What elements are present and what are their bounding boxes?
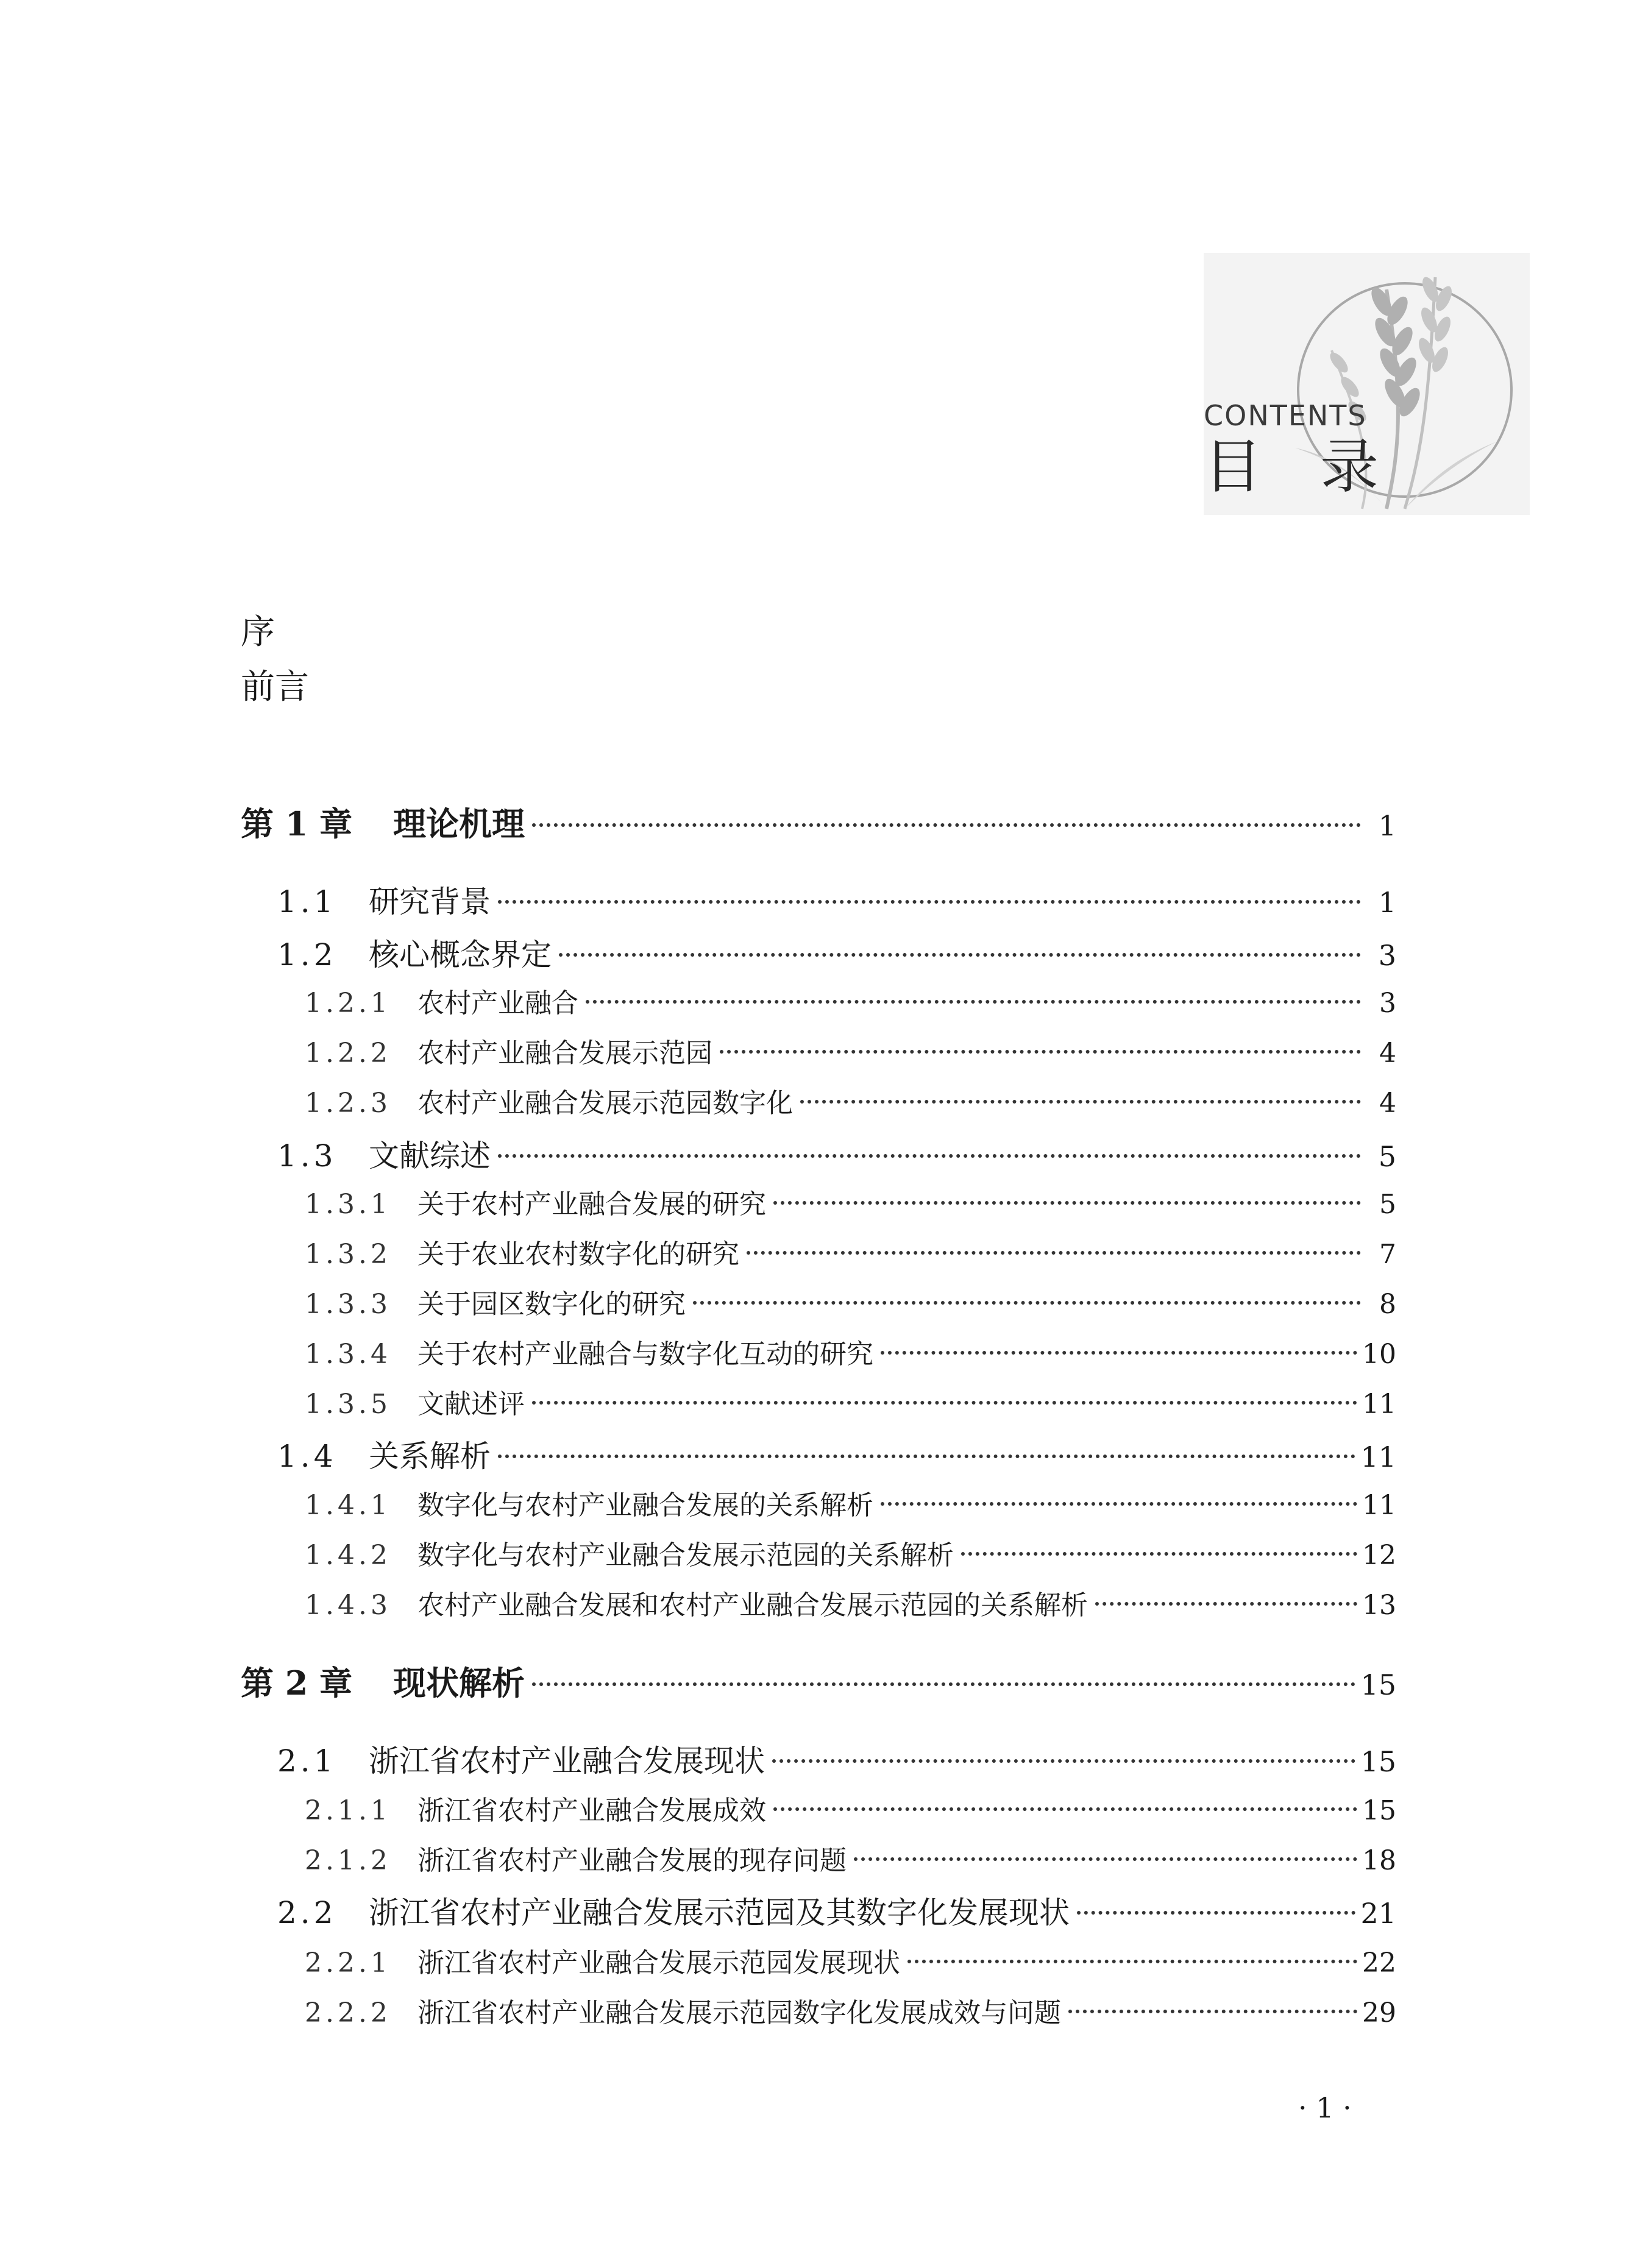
toc-page: 7 <box>1379 1239 1396 1270</box>
toc-leader <box>693 1301 1361 1305</box>
toc-leader <box>773 1807 1357 1811</box>
toc-title: 农村产业融合发展和农村产业融合发展示范园的关系解析 <box>417 1590 1088 1621</box>
toc-title: 文献综述 <box>369 1138 491 1174</box>
toc-leader <box>1068 2010 1357 2013</box>
toc-number: 2.2.2 <box>305 1997 391 2029</box>
toc-leader <box>498 1455 1355 1458</box>
toc-number: 1.2.1 <box>305 988 391 1019</box>
toc-title: 浙江省农村产业融合发展示范园及其数字化发展现状 <box>369 1895 1070 1930</box>
toc-page: 4 <box>1379 1038 1396 1069</box>
toc-number: 1.3 <box>277 1138 337 1174</box>
contents-label-en: CONTENTS <box>1204 399 1367 432</box>
toc-leader <box>720 1050 1361 1054</box>
contents-title-char-1: 目 <box>1204 433 1262 501</box>
toc-title: 关系解析 <box>369 1439 491 1474</box>
toc-page: 11 <box>1362 1389 1396 1420</box>
toc-number: 2.1.1 <box>305 1795 391 1826</box>
toc-title: 现状解析 <box>393 1664 525 1703</box>
toc-number: 1.3.5 <box>305 1389 391 1420</box>
toc-title: 农村产业融合发展示范园数字化 <box>417 1088 793 1119</box>
toc-subsection-1-3-2[interactable] <box>305 1232 1396 1271</box>
toc-number: 1.3.2 <box>305 1239 391 1270</box>
toc-title: 浙江省农村产业融合发展示范园数字化发展成效与问题 <box>417 1997 1061 2029</box>
toc-page: 5 <box>1379 1189 1396 1220</box>
contents-title <box>1204 433 1379 501</box>
toc-subsection-1-3-4[interactable] <box>305 1332 1396 1371</box>
toc-page: 3 <box>1378 939 1396 972</box>
toc-title: 浙江省农村产业融合发展现状 <box>369 1743 765 1779</box>
toc-title: 浙江省农村产业融合发展示范园发展现状 <box>417 1947 900 1979</box>
toc-leader <box>907 1960 1357 1963</box>
toc-section-1-4[interactable] <box>277 1432 1396 1476</box>
toc-subsection-1-3-1[interactable] <box>305 1182 1396 1221</box>
toc-leader <box>532 823 1361 827</box>
toc-leader <box>1077 1911 1355 1915</box>
toc-title: 农村产业融合发展示范园 <box>417 1038 712 1069</box>
toc-number: 2.2 <box>277 1895 337 1930</box>
toc-title: 理论机理 <box>393 804 525 843</box>
toc-page: 1 <box>1378 886 1396 919</box>
toc-page: 4 <box>1379 1088 1396 1119</box>
toc-subsection-1-3-3[interactable] <box>305 1282 1396 1321</box>
toc-page: 10 <box>1362 1339 1396 1370</box>
toc-section-1-2[interactable] <box>277 930 1396 974</box>
toc-section-1-1[interactable] <box>277 877 1396 921</box>
toc-page: 21 <box>1360 1897 1396 1930</box>
toc-number: 2.1.2 <box>305 1845 391 1876</box>
toc-page: 22 <box>1362 1947 1396 1979</box>
toc-section-2-2[interactable] <box>277 1888 1396 1932</box>
toc-leader <box>854 1857 1357 1861</box>
front-matter-qianyan[interactable]: 前言 <box>241 667 309 707</box>
toc-leader <box>773 1201 1361 1205</box>
toc-subsection-1-2-2[interactable] <box>305 1031 1396 1070</box>
toc-leader <box>532 1401 1357 1405</box>
contents-title-char-2: 录 <box>1320 433 1379 501</box>
toc-page: 18 <box>1362 1845 1396 1876</box>
toc-leader <box>961 1552 1357 1556</box>
toc-number: 1.4.3 <box>305 1590 391 1621</box>
toc-page: 5 <box>1378 1140 1396 1173</box>
toc-number: 1.2.2 <box>305 1038 391 1069</box>
toc-leader <box>559 953 1361 957</box>
toc-leader <box>747 1251 1361 1255</box>
toc-leader <box>498 1154 1361 1158</box>
toc-number: 1.2.3 <box>305 1088 391 1119</box>
toc-page: 13 <box>1362 1590 1396 1621</box>
toc-number: 1.2 <box>277 937 337 973</box>
toc-chapter-1[interactable] <box>241 798 1396 845</box>
toc-number: 1.3.3 <box>305 1289 391 1320</box>
toc-title: 核心概念界定 <box>369 937 552 973</box>
toc-title: 文献述评 <box>417 1389 525 1420</box>
toc-subsection-1-3-5[interactable] <box>305 1382 1396 1421</box>
toc-subsection-1-2-1[interactable] <box>305 981 1396 1020</box>
toc-subsection-1-4-3[interactable] <box>305 1583 1396 1622</box>
toc-leader <box>586 1000 1361 1004</box>
toc-section-1-3[interactable] <box>277 1132 1396 1175</box>
toc-number: 2.2.1 <box>305 1947 391 1979</box>
toc-leader <box>532 1682 1355 1686</box>
toc-page: 8 <box>1379 1289 1396 1320</box>
toc-page: 3 <box>1379 988 1396 1019</box>
toc-subsection-2-2-2[interactable] <box>305 1991 1396 2030</box>
front-matter-xu[interactable]: 序 <box>241 612 275 652</box>
toc-leader <box>498 900 1361 904</box>
toc-subsection-1-2-3[interactable] <box>305 1081 1396 1120</box>
toc-number: 2.1 <box>277 1743 337 1779</box>
toc-number: 1.3.1 <box>305 1189 391 1220</box>
toc-number: 第 1 章 <box>241 804 353 843</box>
toc-title: 关于农村产业融合发展的研究 <box>417 1189 766 1220</box>
toc-title: 数字化与农村产业融合发展的关系解析 <box>417 1490 873 1521</box>
toc-leader <box>881 1502 1357 1506</box>
toc-page: 29 <box>1362 1997 1396 2029</box>
toc-leader <box>772 1759 1355 1763</box>
toc-number: 1.4 <box>277 1439 337 1474</box>
toc-page: 15 <box>1360 1668 1396 1701</box>
toc-subsection-1-4-2[interactable] <box>305 1533 1396 1572</box>
page-number: · 1 · <box>1298 2091 1352 2124</box>
toc-leader <box>881 1351 1357 1355</box>
toc-page: 15 <box>1360 1745 1396 1778</box>
toc-title: 研究背景 <box>369 884 491 920</box>
toc-subsection-2-2-1[interactable] <box>305 1941 1396 1980</box>
toc-title: 浙江省农村产业融合发展的现存问题 <box>417 1845 847 1876</box>
toc-section-2-1[interactable] <box>277 1737 1396 1781</box>
toc-number: 1.3.4 <box>305 1339 391 1370</box>
toc-subsection-1-4-1[interactable] <box>305 1483 1396 1522</box>
toc-page: 11 <box>1360 1441 1396 1473</box>
toc-leader <box>800 1100 1361 1104</box>
toc-title: 农村产业融合 <box>417 988 578 1019</box>
toc-number: 1.4.1 <box>305 1490 391 1521</box>
toc-subsection-2-1-1[interactable] <box>305 1788 1396 1827</box>
toc-title: 数字化与农村产业融合发展示范园的关系解析 <box>417 1540 954 1571</box>
toc-number: 1.1 <box>277 884 337 920</box>
toc-leader <box>1095 1602 1357 1606</box>
toc-number: 1.4.2 <box>305 1540 391 1571</box>
toc-title: 浙江省农村产业融合发展成效 <box>417 1795 766 1826</box>
toc-page: 12 <box>1362 1540 1396 1571</box>
toc-number: 第 2 章 <box>241 1664 353 1703</box>
toc-page: 15 <box>1362 1795 1396 1826</box>
toc-page: 11 <box>1362 1490 1396 1521</box>
toc-title: 关于农业农村数字化的研究 <box>417 1239 739 1270</box>
toc-title: 关于园区数字化的研究 <box>417 1289 686 1320</box>
toc-subsection-2-1-2[interactable] <box>305 1838 1396 1877</box>
toc-chapter-2[interactable] <box>241 1657 1396 1704</box>
toc-title: 关于农村产业融合与数字化互动的研究 <box>417 1339 873 1370</box>
toc-page: 1 <box>1378 809 1396 842</box>
